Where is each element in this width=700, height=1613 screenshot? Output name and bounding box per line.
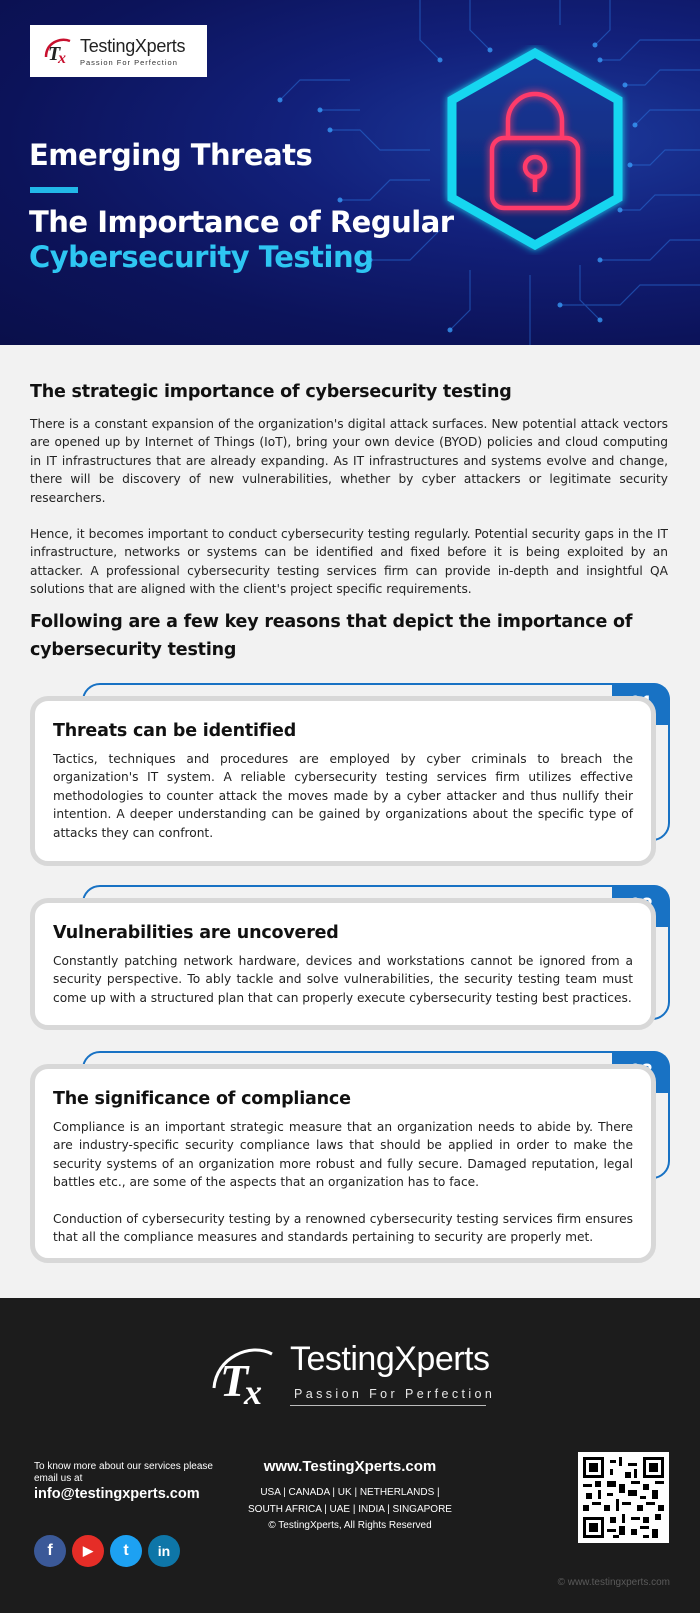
card-title: The significance of compliance (53, 1089, 351, 1109)
card-text: Compliance is an important strategic measure that an organization needs to abide by. There are industry-specific security compliance laws that should be applied in order to make the security systems of an organization more robust and fully secure. Damaged reputation, legal battles etc., are some of the aspects that an organization has to face. (53, 1120, 633, 1190)
linkedin-icon[interactable]: in (148, 1535, 180, 1567)
reason-card-03 (30, 1051, 670, 1264)
rights-reserved: © TestingXperts, All Rights Reserved (268, 1520, 432, 1531)
strategic-section (30, 382, 668, 599)
svg-text:x: x (244, 1372, 262, 1408)
card-text: Constantly patching network hardware, devices and workstations cannot be ignored from a security perspective. To ably tackle and solve vulnerabilities, the security testing team must come up with a structured plan that can properly execute cybersecurity testing best practices. (53, 954, 633, 1005)
footer-brand-tagline: Passion For Perfection (294, 1387, 496, 1401)
contact-email-link[interactable]: info@testingxperts.com (34, 1486, 200, 1502)
reason-card-01 (30, 683, 670, 866)
card-body (30, 696, 656, 866)
footer (0, 1298, 700, 1613)
hero-banner (0, 0, 700, 345)
hero-title-line2: Cybersecurity Testing (29, 240, 374, 274)
youtube-icon[interactable]: ▶ (72, 1535, 104, 1567)
card-text-2: Conduction of cybersecurity testing by a renowned cybersecurity testing services firm ensures that all the compliance measures and standards pertaining to security are properly met. (53, 1211, 633, 1245)
strategic-heading: The strategic importance of cybersecurity testing (30, 382, 512, 402)
twitter-icon[interactable]: t (110, 1535, 142, 1567)
website-link[interactable]: www.TestingXperts.com (263, 1458, 437, 1475)
facebook-icon[interactable]: f (34, 1535, 66, 1567)
contact-intro: To know more about our services please email us at (34, 1461, 213, 1484)
qr-code[interactable] (578, 1452, 669, 1543)
svg-text:T: T (48, 43, 61, 65)
countries-line-2: SOUTH AFRICA | UAE | INDIA | SINGAPORE (248, 1504, 452, 1515)
card-title: Vulnerabilities are uncovered (53, 923, 339, 943)
qr-code-icon (583, 1457, 664, 1538)
svg-text:T: T (220, 1355, 249, 1406)
hero-divider (30, 187, 78, 193)
reasons-heading: Following are a few key reasons that depict the importance of cybersecurity testing (30, 612, 633, 660)
strategic-paragraph-1: There is a constant expansion of the organization's digital attack surfaces. New potential attack vectors are opened up by Internet of Things (IoT), bring your own device (BYOD) policies and cloud computing in IT infrastructures that are already expanding. As IT infrastructures and systems evolve and change, there will be discovery of new vulnerabilities, whether by cyber attackers or legitimate security researchers. (30, 417, 668, 505)
copyright-text: © www.testingxperts.com (557, 1577, 670, 1588)
card-title: Threats can be identified (53, 721, 297, 741)
card-text: Tactics, techniques and procedures are employed by cyber criminals to breach the organization's IT system. A reliable cybersecurity testing services firm utilizes effective methodologies to counter attack the moves made by a cyber attacker and thus nullify their intention. A deeper understanding can be gained by organizations about the specific type of attacks they can confront. (53, 752, 633, 840)
card-body (30, 1064, 656, 1263)
countries-line-1: USA | CANADA | UK | NETHERLANDS | (260, 1487, 440, 1498)
brand-logo[interactable] (30, 25, 207, 77)
brand-tagline: Passion For Perfection (80, 57, 178, 67)
hero-title-line1: The Importance of Regular (29, 205, 454, 239)
padlock-hexagon-icon (440, 45, 630, 255)
strategic-paragraph-2: Hence, it becomes important to conduct cybersecurity testing regularly. Potential security gaps in the IT infrastructure, networks or systems can be identified and fixed before it is being exploited by an attacker. A professional cybersecurity testing services firm can provide in-depth and insightful QA solutions that are aligned with the client's project specific requirements. (30, 527, 668, 597)
footer-tagline-rule (290, 1405, 486, 1406)
svg-text:x: x (58, 50, 66, 67)
card-body (30, 898, 656, 1030)
hero-eyebrow: Emerging Threats (29, 138, 313, 172)
footer-brand-name[interactable]: TestingXperts (290, 1340, 490, 1378)
brand-name: TestingXperts (80, 35, 186, 56)
social-links (34, 1535, 180, 1567)
reason-card-02 (30, 885, 670, 1030)
reasons-section (30, 608, 660, 664)
tx-logo-icon (40, 33, 76, 69)
